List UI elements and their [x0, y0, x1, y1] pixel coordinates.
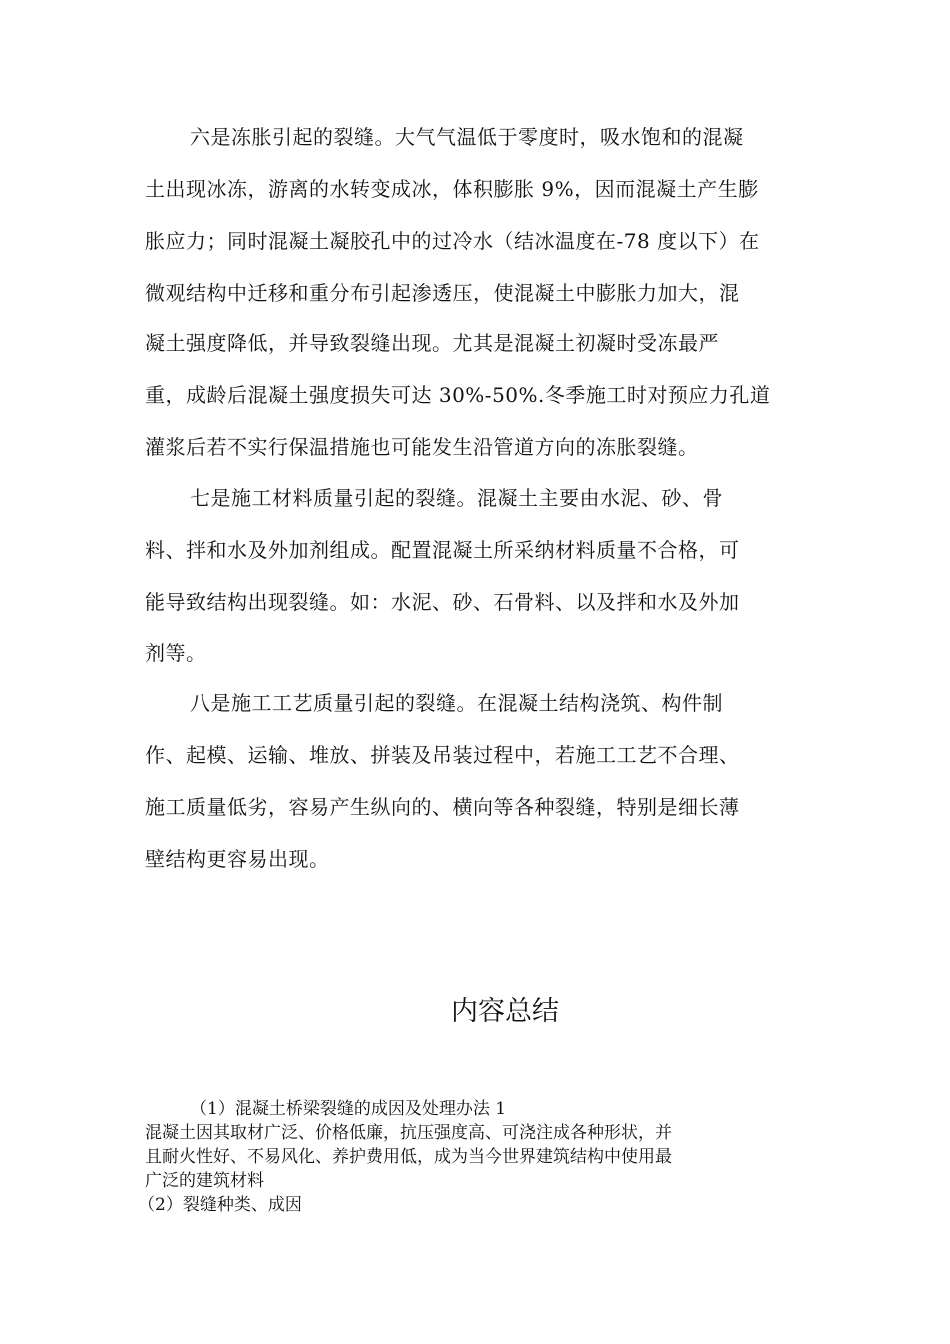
text-line: 能导致结构出现裂缝。如：水泥、砂、石骨料、以及拌和水及外加 [145, 590, 740, 614]
summary-line: 广泛的建筑材料 [145, 1171, 264, 1191]
text-line: 七是施工材料质量引起的裂缝。混凝土主要由水泥、砂、骨 [190, 486, 723, 510]
text-line: 料、拌和水及外加剂组成。配置混凝土所采纳材料质量不合格，可 [145, 538, 740, 562]
text-line: 胀应力；同时混凝土凝胶孔中的过冷水（结冰温度在-78 度以下）在 [145, 229, 760, 253]
summary-line: 且耐火性好、不易风化、养护费用低，成为当今世界建筑结构中使用最 [145, 1147, 672, 1167]
text-line: 剂等。 [145, 641, 207, 665]
text-line: 凝土强度降低，并导致裂缝出现。尤其是混凝土初凝时受冻最严 [145, 331, 719, 355]
text-line: 灌浆后若不实行保温措施也可能发生沿管道方向的冻胀裂缝。 [145, 435, 699, 459]
text-line: 六是冻胀引起的裂缝。大气气温低于零度时，吸水饱和的混凝 [190, 125, 744, 149]
summary-line: （2）裂缝种类、成因 [138, 1195, 302, 1215]
summary-line: 混凝土因其取材广泛、价格低廉，抗压强度高、可浇注成各种形状，并 [145, 1123, 672, 1143]
text-line: 八是施工工艺质量引起的裂缝。在混凝土结构浇筑、构件制 [190, 691, 723, 715]
text-line: 施工质量低劣，容易产生纵向的、横向等各种裂缝，特别是细长薄 [145, 795, 740, 819]
summary-title: 内容总结 [451, 996, 559, 1027]
text-line: 土出现冰冻，游离的水转变成冰，体积膨胀 9%，因而混凝土产生膨 [145, 177, 759, 201]
text-line: 重，成龄后混凝土强度损失可达 30%-50%.冬季施工时对预应力孔道 [145, 383, 771, 407]
summary-line: （1）混凝土桥梁裂缝的成因及处理办法 1 [190, 1099, 507, 1119]
text-line: 作、起模、运输、堆放、拼装及吊装过程中，若施工工艺不合理、 [145, 743, 740, 767]
text-line: 微观结构中迁移和重分布引起渗透压，使混凝土中膨胀力加大，混 [145, 281, 740, 305]
text-line: 壁结构更容易出现。 [145, 847, 330, 871]
